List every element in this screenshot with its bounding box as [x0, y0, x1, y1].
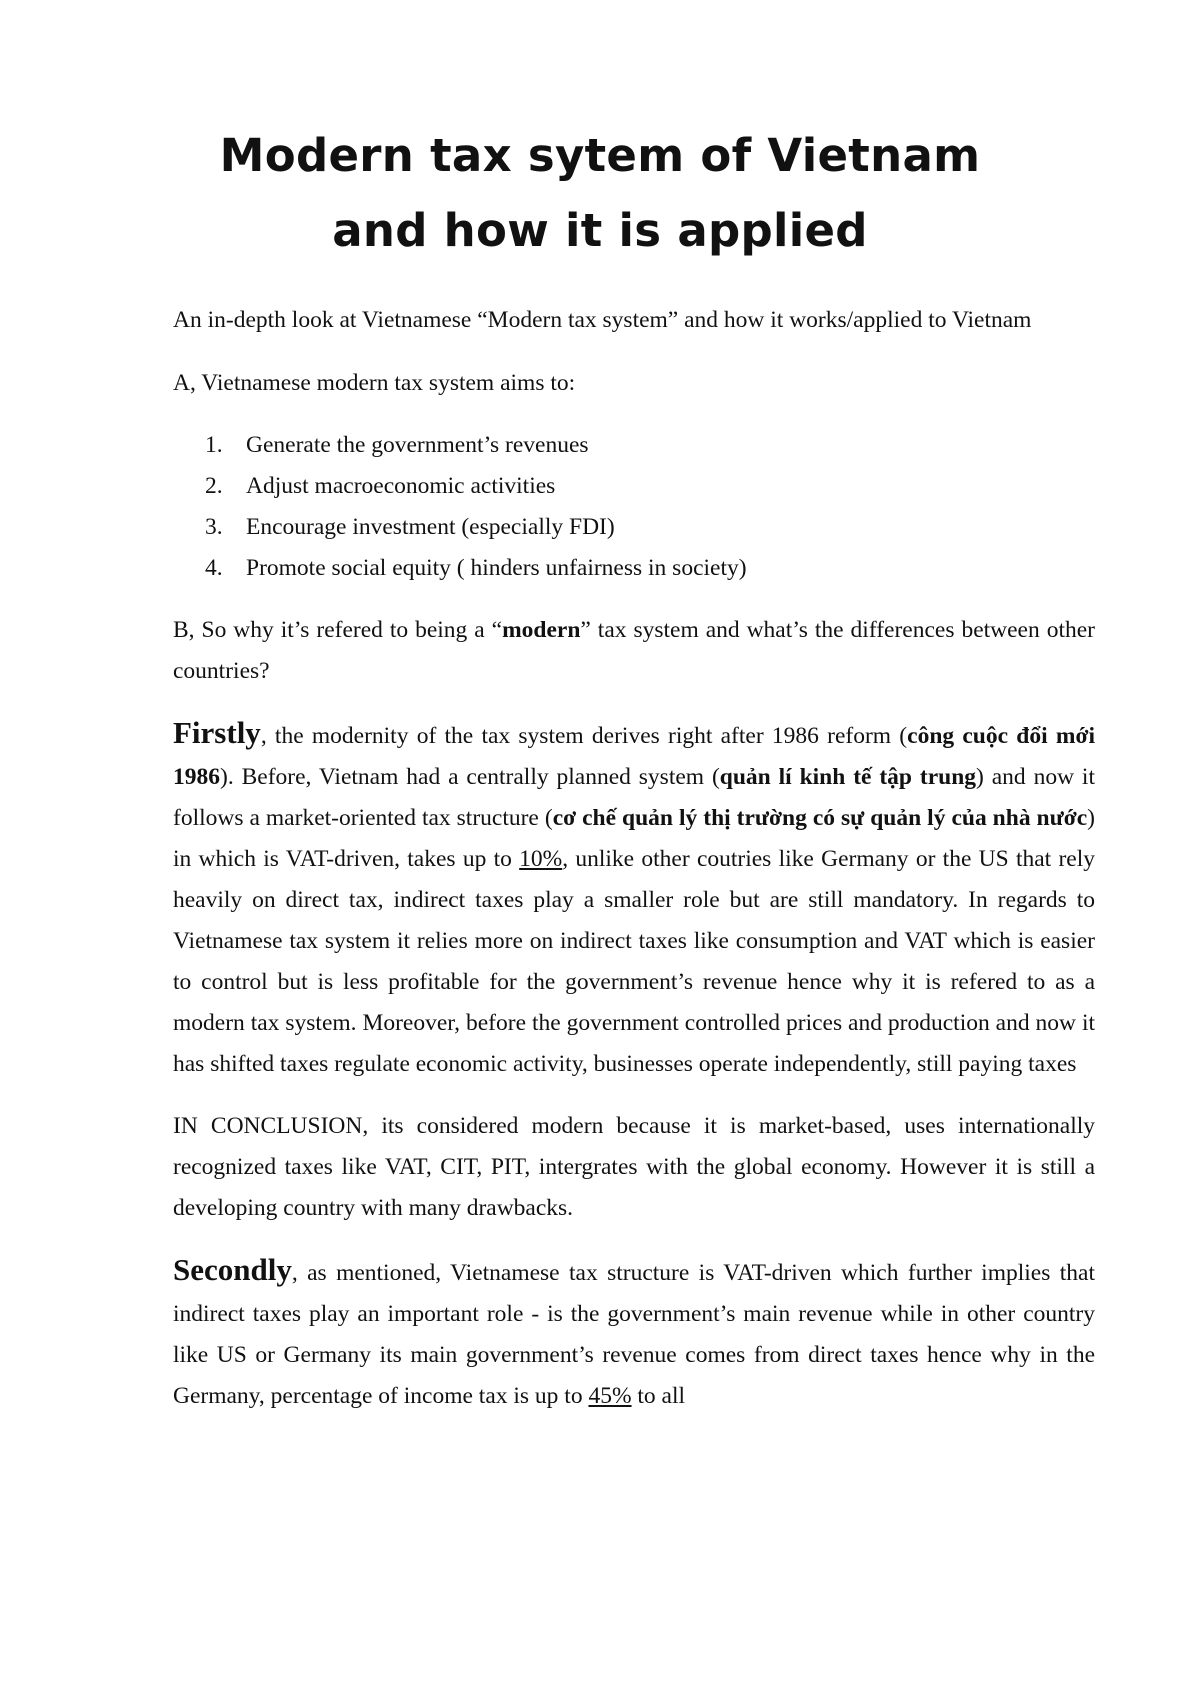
firstly-text-5: , unlike other coutries like Germany or the US that rely heavily on direct tax, indirect taxes play a smaller role but are still mandatory. In regards to Vietnamese tax system it relies more on indirect taxes like consumption and VAT which is easier to control but is less profitable for the government’s revenue hence why it is refered to as a modern tax system. Moreover, before the government controlled prices and production and now it has shifted taxes regulate economic activity, businesses operate independently, still paying taxes: [173, 846, 1095, 1077]
list-item-text: Generate the government’s revenues: [246, 432, 589, 458]
firstly-lead-word: Firstly: [173, 715, 261, 750]
firstly-text-3: ) and now it follows a market-oriented tax structure (: [173, 764, 1095, 831]
firstly-bold-3: cơ chế quản lý thị trường có sự quản lý của nhà nước: [552, 805, 1088, 831]
list-item: [173, 507, 1095, 548]
section-a-heading: A, Vietnamese modern tax system aims to:: [173, 370, 576, 396]
firstly-text-2: ). Before, Vietnam had a centrally planned system (: [220, 764, 720, 790]
aims-list: [173, 425, 1095, 589]
firstly-text-1: , the modernity of the tax system derives right after 1986 reform (: [260, 723, 908, 749]
list-item-number: 2.: [205, 473, 223, 499]
intro-paragraph: An in-depth look at Vietnamese “Modern tax system” and how it works/applied to Vietnam: [173, 307, 1032, 333]
firstly-underlined-value: 10%: [519, 846, 563, 872]
list-item-text: Encourage investment (especially FDI): [246, 514, 615, 540]
conclusion-paragraph: IN CONCLUSION, its considered modern because it is market-based, uses internationally recognized taxes like VAT, CIT, PIT, intergrates with the global economy. However it is still a developing country with many drawbacks.: [173, 1113, 1095, 1221]
secondly-text-1: , as mentioned, Vietnamese tax structure is VAT-driven which further implies that indirect taxes play an important role - is the government’s main revenue while in other country like US or Germany its main government’s revenue comes from direct taxes hence why in the Germany, percentage of income tax is up to: [173, 1260, 1095, 1409]
section-b-question: [173, 610, 1095, 692]
section-b-text-pre: B, So why it’s refered to being a “: [173, 617, 503, 643]
title-line-2: and how it is applied: [332, 204, 868, 257]
firstly-text-4: ) in which is VAT-driven, takes up to: [173, 805, 1095, 872]
secondly-text-2: to all: [631, 1383, 686, 1409]
section-b-bold-term: modern: [502, 617, 581, 643]
document-title: [0, 118, 1200, 268]
document-body: [173, 300, 1095, 1417]
section-b-text-post: ” tax system and what’s the differences between other countries?: [173, 617, 1095, 684]
list-item-text: Promote social equity ( hinders unfairness in society): [246, 555, 747, 581]
list-item: [173, 548, 1095, 589]
title-line-1: Modern tax sytem of Vietnam: [219, 129, 981, 182]
list-item-number: 3.: [205, 514, 223, 540]
list-item-number: 4.: [205, 555, 223, 581]
secondly-underlined-value: 45%: [588, 1383, 632, 1409]
firstly-paragraph: [173, 712, 1095, 1085]
list-item-number: 1.: [205, 432, 223, 458]
list-item: [173, 425, 1095, 466]
firstly-bold-2: quản lí kinh tế tập trung: [719, 764, 977, 790]
list-item-text: Adjust macroeconomic activities: [246, 473, 556, 499]
secondly-paragraph: [173, 1249, 1095, 1417]
firstly-bold-1: công cuộc đổi mới 1986: [173, 723, 1095, 790]
secondly-lead-word: Secondly: [173, 1252, 292, 1287]
list-item: [173, 466, 1095, 507]
